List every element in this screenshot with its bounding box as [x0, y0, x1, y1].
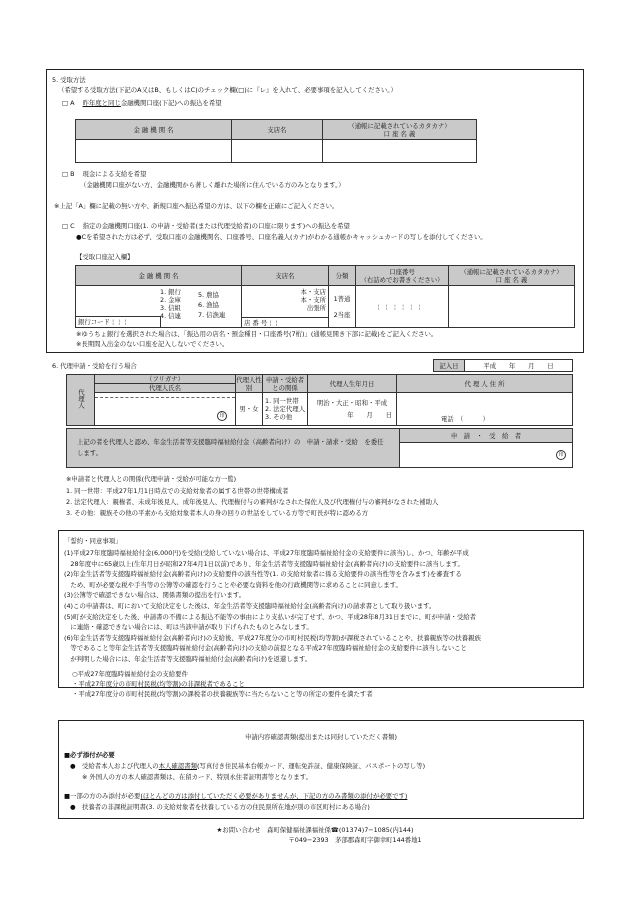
scope-title: ※申請者と代理人との関係(代理申請・受給が可能な方一覧) — [66, 475, 237, 483]
account-type-1: 1普通 — [333, 294, 351, 303]
furigana-header: （フリガナ） — [95, 375, 236, 384]
c-type-cell[interactable] — [329, 286, 356, 328]
bank-type-7: 7. 信漁連 — [198, 311, 226, 319]
option-b-note: （金融機関口座がない方、金融機関から著しく離れた場所に住んでいる方のみとなります。） — [80, 181, 345, 189]
name-header: 代理人氏名 — [95, 384, 236, 393]
docs-title: 申請内容確認書類(提出または同封していただく書類) — [245, 733, 397, 741]
docs-must-post: (写真付き住民基本台帳カード、運転免許証、健康保険証、パスポートの写し等) — [197, 762, 426, 770]
scope-list — [66, 486, 438, 519]
applicant-seal: 印 — [556, 450, 566, 460]
option-c-label: □ C — [62, 222, 75, 230]
footer-address: 〒049−2393 茅部郡森町字御幸町144番地1 — [288, 836, 422, 844]
relation-3: 3. その他 — [265, 413, 293, 421]
section-5-note: （希望する受取方法(下記のA又はB、もしくはC)のチェック欄(□)に『レ』を入れて、必要事項を記入してください。） — [58, 86, 397, 94]
c-col-account-no-label: 口座番号 — [389, 267, 415, 276]
section-5-heading: 5. 受取方法 — [52, 76, 86, 84]
account-type-2: 2当座 — [333, 310, 351, 319]
option-c-text: 指定の金融機関口座(1. の申請・受給者(または代理受給者)の口座に限ります)への振込を希望 — [82, 222, 350, 230]
yucho-note: ※ゆうちょ銀行を選択された場合は、「振込用の店名・預金種目・口座番号(7桁)」(通帳見開き下部に記載)をご記入ください。 — [76, 330, 438, 338]
dob-era: 明治・大正・昭和・平成 — [316, 399, 388, 407]
consent-item: 28年度中に65歳以上(生年月日が昭和27年4月1日以前)であり、年金生活者等支援臨時福祉給付金(高齢者向け)の支給要件に該当します。 — [64, 559, 464, 568]
docs-foreign: ※ 外国人の方の本人確認書類は、在留カード、特別永住者証明書等となります。 — [82, 773, 312, 781]
consent-req: ・平成27年度分の市町村民税(均等割)の非課税者であること — [72, 680, 245, 688]
option-c-table — [75, 265, 575, 328]
c-branch-cell[interactable]: 本・支店 本・支所 出張所 店 番 号 ¦¦ — [242, 286, 329, 328]
branch-type-2: 本・支所 — [300, 296, 326, 304]
date-box — [433, 359, 573, 372]
proxy-gender-field[interactable]: 男・女 — [236, 393, 263, 426]
branch-type-3: 出張所 — [306, 304, 326, 312]
proxy-name-field[interactable] — [95, 393, 236, 426]
c-col-account-no — [356, 266, 449, 286]
option-a-same: 昨年度と同じ — [82, 99, 121, 107]
docs-some-item: ● 扶養者の非課税証明書(3. の支給対象者を扶養している方の住民票所在地が別の市区町村にある場合) — [70, 803, 370, 811]
proxy-side-label — [67, 375, 95, 426]
option-c[interactable] — [62, 222, 350, 230]
address-header: 代 理 人 住 所 — [397, 375, 573, 393]
consent-req-title: ○平成27年度臨時福祉給付金の支給要件 — [72, 670, 188, 678]
relation-1: 1. 同一世帯 — [265, 397, 299, 405]
c-col-bank-name: 金 融 機 関 名 — [76, 266, 242, 286]
bank-type-2: 2. 金庫 — [160, 296, 181, 304]
gender-header: 代理人性別 — [236, 375, 262, 392]
relation-2: 2. 法定代理人 — [265, 405, 306, 413]
branch-no-label: 店 番 号 — [244, 319, 268, 327]
delegation-table — [66, 428, 573, 468]
consent-reqs — [72, 679, 373, 699]
c-col-holder-note: （通帳に記載されているカタカナ） — [460, 267, 563, 276]
proxy-side-text: 代理人 — [77, 388, 85, 409]
consent-item: ため、町が必要な税や手当等の公簿等の確認を行うことや必要な資料を他の行政機関等に求めることに同意します。 — [64, 580, 402, 589]
consent-item: が判明した場合には、年金生活者等支援臨時福祉給付金(高齢者向け)を返還します。 — [64, 654, 312, 663]
bank-type-5: 5. 農協 — [198, 291, 219, 299]
option-a-table — [75, 119, 477, 163]
consent-item: (4)この申請書は、町において支給決定をした後は、年金生活者等支援臨時福祉給付金(高齢者向け)の請求書として取り扱います。 — [64, 601, 436, 610]
c-table-title: 【受取口座記入欄】 — [76, 253, 134, 261]
option-a[interactable] — [62, 99, 222, 107]
option-b-label: □ B — [62, 170, 75, 178]
consent-item: 等であること等年金生活者等支援臨時福祉給付金(高齢者向け)の支給の前提となる平成27年度臨時福祉給付金の支給要件に該当しないこと — [64, 644, 467, 653]
c-col-type: 分類 — [329, 266, 356, 286]
consent-item: (2)年金生活者等支援臨時福祉給付金(高齢者向け)の支給要件の該当性等(1. の支給対象者に係る支給要件の該当性等を含みます)を審査する — [64, 570, 462, 579]
a-bank-name-field[interactable] — [76, 140, 232, 163]
docs-must-underlined: 本人確認書類 — [158, 762, 197, 770]
option-b-text: 現金による支給を希望 — [82, 170, 147, 178]
applicant-header: 申 請 ・ 受 給 者 — [400, 429, 573, 443]
relation-header: 申請・受給者との関係 — [263, 375, 308, 393]
col-account-holder — [323, 120, 477, 140]
applicant-sign-field[interactable] — [400, 443, 573, 468]
delegation-text: 上記の者を代理人と認め、年金生活者等支援臨時福祉給付金（高齢者向け）の 申請・請求・受給 を委任します。 — [67, 429, 400, 468]
bank-type-3: 3. 信組 — [160, 304, 181, 312]
docs-must-item — [70, 762, 425, 770]
docs-some-title — [64, 792, 407, 800]
c-account-no-cell[interactable]: ¦¦¦¦¦¦ — [356, 286, 449, 328]
proxy-seal: 印 — [217, 411, 227, 421]
option-b[interactable] — [62, 170, 146, 178]
bank-type-4: 4. 信連 — [160, 312, 181, 320]
c-col-branch: 支店名 — [242, 266, 329, 286]
col-branch: 支店名 — [232, 120, 323, 140]
consent-item: (3)公簿等で確認できない場合は、関係書類の提出を行います。 — [64, 591, 246, 600]
consent-title: 「誓約・同意事項」 — [64, 537, 122, 545]
option-c-note: ●Cを希望された方は必ず、受取口座の金融機関名、口座番号、口座名義人(カナ)がわかる通帳かキャッシュカードの写しを添付してください。 — [76, 233, 487, 241]
col-holder-label: 口 座 名 義 — [383, 129, 416, 138]
c-col-account-no-note: （右詰めでお書きください） — [360, 275, 444, 284]
proxy-phone: 電話 （ ） — [441, 415, 489, 423]
consent-items — [64, 548, 580, 665]
branch-type-1: 本・支店 — [300, 288, 326, 296]
c-holder-cell[interactable] — [449, 286, 575, 328]
proxy-address-field[interactable] — [397, 393, 573, 426]
col-bank-name: 金 融 機 関 名 — [76, 120, 232, 140]
consent-item: (5)町が支給決定をした後、申請書の不備による振込不能等の事由により支払いが完了せず、かつ、平成28年8月31日までに、町が申請・受給者 — [64, 612, 477, 621]
scope-item-3: 3. その他：親族その他の平素から支給対象者本人の身の回りの世話をしている方等で町長が特に認める方 — [66, 509, 369, 517]
c-col-holder — [449, 266, 575, 286]
scope-item-1: 1. 同一世帯：平成27年1月1日時点での支給対象者の属する世帯の世帯構成者 — [66, 487, 289, 495]
date-value[interactable]: 平成 年 月 日 — [465, 360, 573, 372]
a-warning: ※上記「A」欄に記載の無い方や、新規口座へ振込希望の方は、以下の欄を正確にご記入ください。 — [54, 202, 339, 210]
docs-must-title: ■必ず添付が必要 — [64, 751, 115, 759]
consent-item: (1)平成27年度臨時福祉給付金(6,000円)を受給(受給していない場合は、平成27年度臨時福祉給付金の支給要件に該当)し、かつ、年齢が平成 — [64, 549, 469, 557]
footer-contact: ★お問い合わせ 森町保健福祉課福祉係☎(01374)7−1085(内144) — [216, 826, 414, 834]
section-6-heading: 6. 代理申請・受給を行う場合 — [52, 362, 137, 370]
long-note: ※長期間入出金のない口座を記入しないでください。 — [76, 340, 229, 348]
proxy-dob-field[interactable] — [308, 393, 397, 426]
proxy-table — [66, 374, 573, 426]
dob-header: 代理人生年月日 — [308, 375, 397, 393]
docs-some-underlined: (ほとんどの方は添付していただく必要がありませんが、下記の方のみ書類の添付が必要です) — [140, 792, 408, 800]
date-label: 記入日 — [434, 360, 465, 372]
col-katakana-note: （通帳に記載されているカタカナ） — [348, 121, 451, 130]
bank-type-1: 1. 銀行 — [160, 288, 181, 296]
a-holder-field[interactable] — [323, 140, 477, 163]
bank-type-6: 6. 漁協 — [198, 301, 219, 309]
c-col-holder-label: 口 座 名 義 — [495, 275, 528, 284]
a-branch-field[interactable] — [232, 140, 323, 163]
consent-item: (6)年金生活者等支援臨時福祉給付金(高齢者向け)の支給後、平成27年度分の市町村民税(均等割)が課税されていることや、扶養親族等の扶養親族 — [64, 633, 481, 642]
bank-code-label: 銀行コード — [78, 318, 110, 326]
consent-item: に連絡・確認できない場合には、町は当該申請が取り下げられたものとみなします。 — [64, 623, 313, 632]
dob-ymd: 年 月 日 — [347, 411, 392, 419]
docs-some-pre: ■一部の方のみ添付が必要 — [64, 792, 141, 800]
consent-req: ・平成27年度分の市町村民税(均等割)の課税者の扶養親族等に当たらないこと等の所定の要件を満たす者 — [72, 690, 373, 698]
option-a-label: □ A — [62, 99, 75, 107]
c-bank-cell[interactable]: 1. 銀行 2. 金庫 3. 信組 4. 信連 5. 農協 6. 漁協 7. 信漁連 銀行コード ¦¦¦ — [76, 286, 242, 328]
docs-must-pre: ● 受給者本人および代理人の — [70, 762, 159, 770]
scope-item-2: 2. 法定代理人：親権者、未成年後見人、成年後見人、代理権付与の審判がなされた保佐人及び代理権付与の審判がなされた補助人 — [66, 498, 439, 506]
option-a-text: 金融機関口座(下記)への振込を希望 — [120, 99, 222, 107]
proxy-relation-field[interactable] — [263, 393, 308, 426]
